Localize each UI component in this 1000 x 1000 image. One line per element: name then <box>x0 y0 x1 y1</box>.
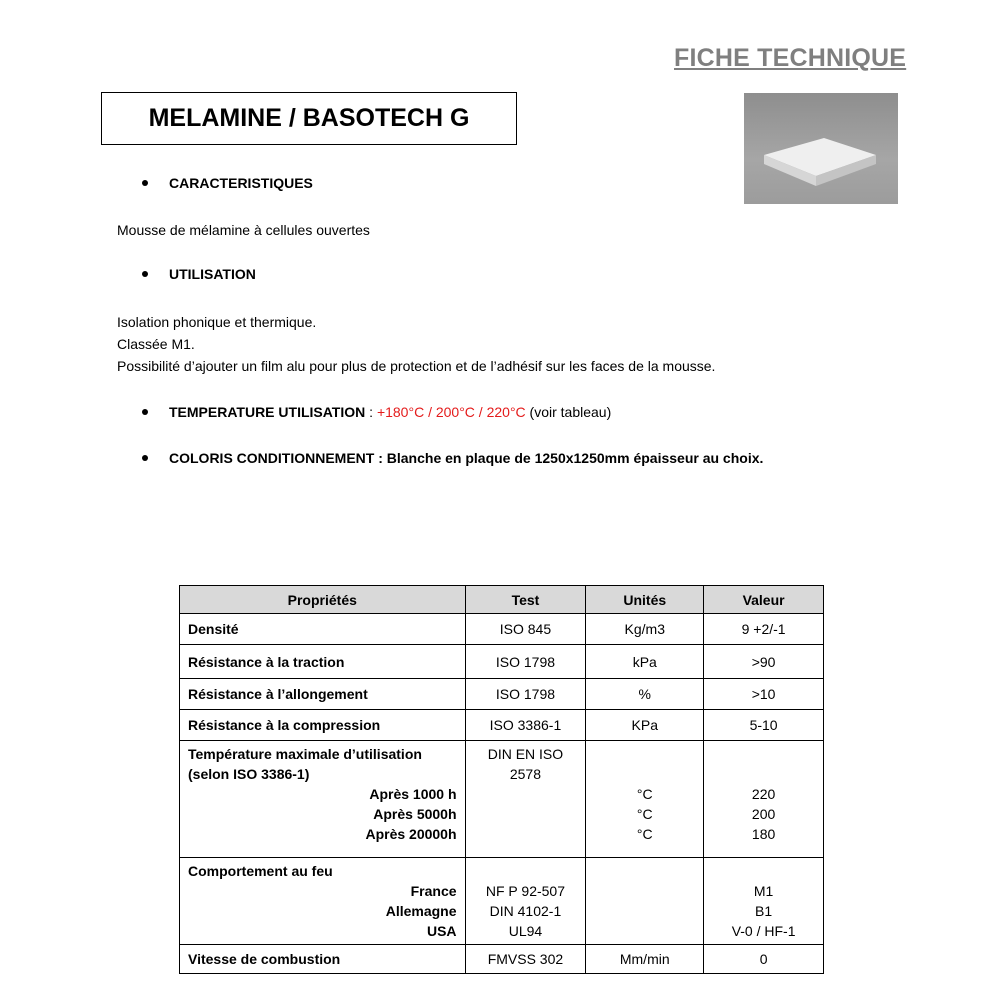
test-cell <box>465 741 586 858</box>
col-header-proprietes: Propriétés <box>180 586 466 614</box>
heading-temperature <box>169 404 611 420</box>
value-cell <box>704 741 824 858</box>
value-line: 220 <box>751 786 776 802</box>
value-line: M1 <box>753 883 774 899</box>
utilisation-line: Possibilité d’ajouter un film alu pour plus de protection et de l’adhésif sur les faces de la mousse. <box>117 358 716 374</box>
test-line: UL94 <box>508 923 543 939</box>
col-header-valeur: Valeur <box>704 586 824 614</box>
utilisation-line: Isolation phonique et thermique. <box>117 314 317 330</box>
unit-cell: Kg/m3 <box>586 614 704 645</box>
product-name: MELAMINE / BASOTECH G <box>148 104 470 132</box>
sub-property-label: Après 1000 h <box>369 786 457 802</box>
table-row <box>180 645 824 679</box>
property-label: Résistance à la compression <box>180 710 466 741</box>
property-label: Densité <box>180 614 466 645</box>
product-photo <box>744 93 898 204</box>
sub-property-label: Allemagne <box>385 903 457 919</box>
unit-line: °C <box>636 786 653 802</box>
value-cell: >10 <box>704 679 824 710</box>
col-header-test: Test <box>465 586 586 614</box>
unit-cell <box>586 741 704 858</box>
foam-slab-image <box>744 93 898 204</box>
value-cell: 5-10 <box>704 710 824 741</box>
caracteristiques-text: Mousse de mélamine à cellules ouvertes <box>117 222 370 238</box>
table-row <box>180 858 824 945</box>
temperature-values: +180°C / 200°C / 220°C <box>376 404 526 420</box>
bullet-coloris <box>142 450 763 466</box>
property-label: Résistance à l’allongement <box>180 679 466 710</box>
unit-cell: kPa <box>586 645 704 679</box>
value-line: 200 <box>751 806 776 822</box>
bullet-caracteristiques <box>142 175 313 191</box>
value-line: B1 <box>755 903 773 919</box>
sub-property-label: France <box>410 883 457 899</box>
table-row <box>180 710 824 741</box>
sub-property-label: Après 20000h <box>365 826 457 842</box>
table-row <box>180 945 824 974</box>
value-cell: 9 +2/-1 <box>704 614 824 645</box>
col-header-unites: Unités <box>586 586 704 614</box>
unit-cell: % <box>586 679 704 710</box>
test-cell: ISO 1798 <box>465 645 586 679</box>
bullet-dot <box>142 180 148 186</box>
property-label-line: Comportement au feu <box>188 863 333 879</box>
test-line: NF P 92-507 <box>485 883 565 899</box>
test-cell: FMVSS 302 <box>465 945 586 974</box>
test-cell: ISO 845 <box>465 614 586 645</box>
value-line: V-0 / HF-1 <box>731 923 796 939</box>
table-row <box>180 679 824 710</box>
document-type-title: FICHE TECHNIQUE <box>674 44 907 72</box>
value-cell <box>704 858 824 945</box>
heading-coloris: COLORIS CONDITIONNEMENT : Blanche en plaque de 1250x1250mm épaisseur au choix. <box>169 450 764 466</box>
unit-cell: Mm/min <box>586 945 704 974</box>
test-cell <box>465 858 586 945</box>
table-row <box>180 741 824 858</box>
temperature-separator: : <box>365 404 377 420</box>
heading-utilisation: UTILISATION <box>169 266 256 282</box>
properties-table <box>179 585 824 974</box>
property-label: Vitesse de combustion <box>180 945 466 974</box>
test-cell: ISO 1798 <box>465 679 586 710</box>
table-row <box>180 614 824 645</box>
value-line: 180 <box>751 826 776 842</box>
value-cell: 0 <box>704 945 824 974</box>
bullet-dot <box>142 409 148 415</box>
unit-cell <box>586 858 704 945</box>
value-cell: >90 <box>704 645 824 679</box>
test-line: DIN EN ISO <box>487 746 564 762</box>
temperature-note: (voir tableau) <box>525 404 612 420</box>
property-label-line: (selon ISO 3386-1) <box>188 766 310 782</box>
unit-line: °C <box>636 826 653 842</box>
sub-property-label: Après 5000h <box>373 806 457 822</box>
temperature-label: TEMPERATURE UTILISATION <box>169 404 366 420</box>
unit-cell: KPa <box>586 710 704 741</box>
property-label-line: Température maximale d’utilisation <box>188 746 422 762</box>
test-line: DIN 4102-1 <box>489 903 562 919</box>
property-label <box>180 741 466 858</box>
test-cell: ISO 3386-1 <box>465 710 586 741</box>
heading-caracteristiques: CARACTERISTIQUES <box>169 175 313 191</box>
bullet-utilisation <box>142 266 256 282</box>
bullet-dot <box>142 455 148 461</box>
property-label <box>180 858 466 945</box>
bullet-temperature <box>142 404 611 420</box>
utilisation-line: Classée M1. <box>117 336 195 352</box>
property-label: Résistance à la traction <box>180 645 466 679</box>
bullet-dot <box>142 271 148 277</box>
test-line: 2578 <box>509 766 542 782</box>
unit-line: °C <box>636 806 653 822</box>
table-header-row <box>180 586 824 614</box>
sub-property-label: USA <box>426 923 457 939</box>
utilisation-text <box>117 311 715 377</box>
product-name-box <box>101 92 517 145</box>
